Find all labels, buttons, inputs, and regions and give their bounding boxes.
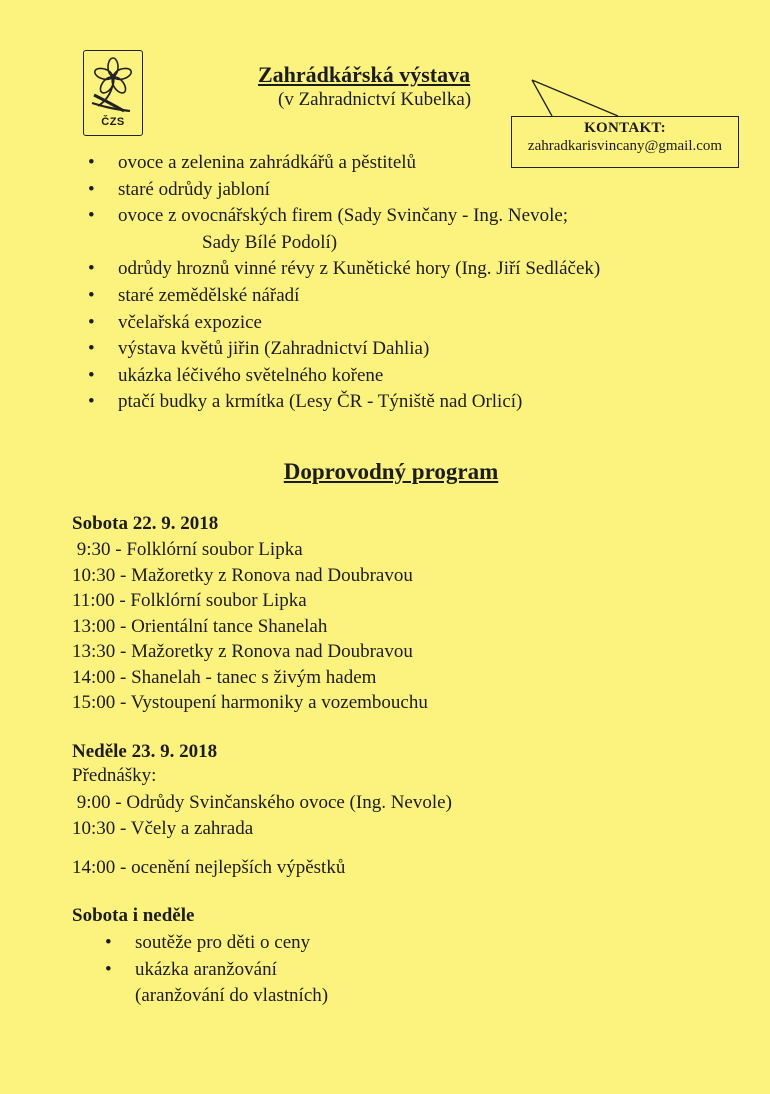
program-title: Doprovodný program [283,459,499,484]
schedule-item: 11:00 - Folklórní soubor Lipka [72,590,307,611]
bullet-icon: • [88,338,95,360]
bullet-icon: • [88,364,95,386]
list-item-text: výstava květů jiřin (Zahradnictví Dahlia) [118,338,430,360]
bullet-icon: • [88,391,95,413]
bullet-icon: • [88,205,95,227]
list-item-text: odrůdy hroznů vinné révy z Kunětické hory (Ing. Jiří Sedláček) [118,258,601,280]
list-item-continuation: Sady Bílé Podolí) [202,231,338,253]
list-item [0,150,760,177]
bullet-icon: • [105,958,112,980]
sunday-schedule [72,790,452,841]
logo-text: ČZS [101,116,125,128]
list-item-text: ukázka aranžování [135,958,277,980]
list-item-text: včelařská expozice [118,311,262,333]
award-item: 14:00 - ocenění nejlepších výpěstků [72,857,346,878]
list-item [0,389,760,416]
schedule-item: 10:30 - Mažoretky z Ronova nad Doubravou [72,564,413,586]
list-item-text: ovoce z ovocnářských firem (Sady Svinčany - Ing. Nevole; [118,205,569,227]
list-item [0,310,760,337]
list-item [0,203,760,256]
bullet-icon: • [88,258,95,280]
both-days-heading: Sobota i neděle [72,905,195,926]
list-item [0,177,760,204]
list-item [0,256,760,283]
lectures-label: Přednášky: [72,765,157,786]
bullet-icon: • [105,932,112,953]
list-item [0,336,760,363]
contact-label: KONTAKT: [584,120,666,136]
bullet-icon: • [88,311,95,333]
list-item-text: ukázka léčivého světelného kořene [118,364,384,386]
sunday-heading: Neděle 23. 9. 2018 [72,741,218,762]
schedule-item: 14:00 - Shanelah - tanec s živým hadem [72,666,377,688]
bullet-icon: • [88,284,95,306]
list-item [0,930,760,957]
list-item-text: ptačí budky a krmítka (Lesy ČR - Týniště nad Orlicí) [118,391,523,413]
schedule-item: 10:30 - Včely a zahrada [72,817,254,839]
schedule-item: 13:30 - Mažoretky z Ronova nad Doubravou [72,641,413,662]
page-title: Zahrádkářská výstava [258,62,471,87]
contact-email-link[interactable]: zahradkarisvincany@gmail.com [527,138,723,154]
bullet-icon: • [88,178,95,200]
list-item [0,957,760,1010]
saturday-heading: Sobota 22. 9. 2018 [72,513,219,534]
list-item-text: ovoce a zelenina zahrádkářů a pěstitelů [118,152,417,173]
schedule-item: 13:00 - Orientální tance Shanelah [72,615,328,637]
list-item-text: staré odrůdy jabloní [118,178,270,200]
schedule-item: 15:00 - Vystoupení harmoniky a vozembouchu [72,692,428,713]
both-days-list [0,930,760,1010]
bullet-icon: • [88,152,95,173]
list-item-continuation: (aranžování do vlastních) [135,985,329,1007]
schedule-item: 9:30 - Folklórní soubor Lipka [72,539,303,560]
exhibits-list [0,150,760,416]
schedule-item: 9:00 - Odrůdy Svinčanského ovoce (Ing. Nevole) [72,792,452,813]
list-item-text: staré zemědělské nářadí [118,284,300,306]
page-subtitle: (v Zahradnictví Kubelka) [278,89,472,110]
list-item-text: soutěže pro děti o ceny [135,932,311,953]
saturday-schedule [72,537,428,716]
list-item [0,283,760,310]
list-item [0,363,760,390]
